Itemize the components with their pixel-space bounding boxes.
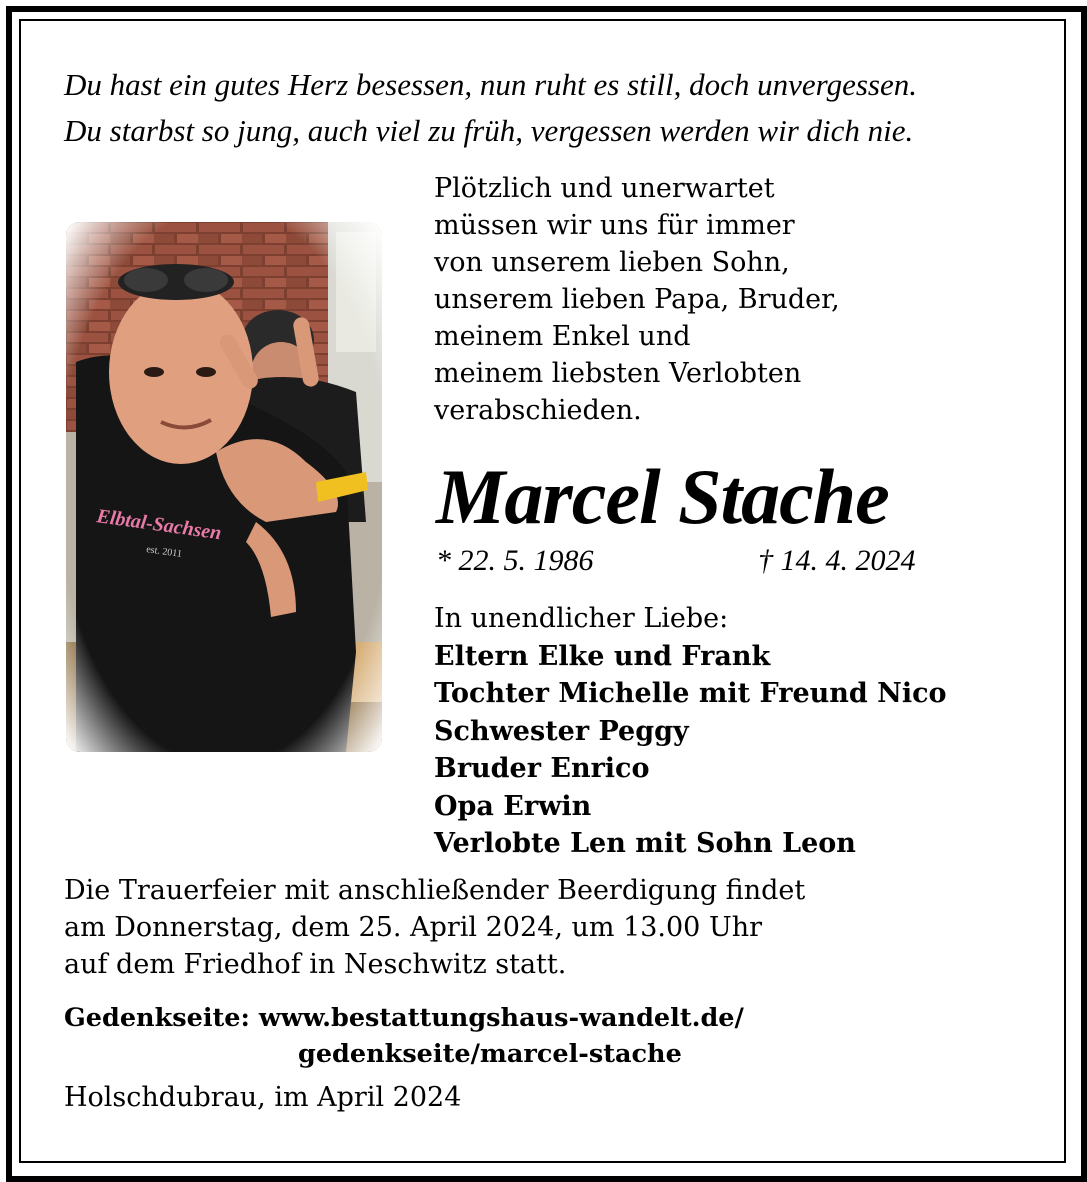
ceremony-line: am Donnerstag, dem 25. April 2024, um 13.00 Uhr [64,912,762,943]
ceremony-line: auf dem Friedhof in Neschwitz statt. [64,949,567,980]
intro-line: müssen wir uns für immer [434,210,795,241]
intro-text [434,170,840,429]
intro-line: meinem Enkel und [434,321,691,352]
mourner: Bruder Enrico [434,753,650,784]
mourners-lead: In unendlicher Liebe: [434,603,729,634]
mourner: Verlobte Len mit Sohn Leon [434,828,856,859]
ceremony-line: Die Trauerfeier mit anschließender Beerdigung findet [64,875,806,906]
mourners-list [434,600,947,863]
verse-line-2: Du starbst so jung, auch viel zu früh, vergessen werden wir dich nie. [64,113,914,148]
memorial-link-line-1[interactable]: Gedenkseite: www.bestattungshaus-wandelt.de/ [64,1003,744,1033]
place-date: Holschdubrau, im April 2024 [64,1082,462,1113]
ceremony-info [64,872,805,983]
portrait-photo [66,222,382,752]
intro-line: verabschieden. [434,395,642,426]
memorial-link-line-2[interactable]: gedenkseite/marcel-stache [298,1039,682,1069]
mourner: Eltern Elke und Frank [434,640,771,672]
intro-line: unserem lieben Papa, Bruder, [434,284,840,315]
verse-line-1: Du hast ein gutes Herz besessen, nun ruht es still, doch unvergessen. [64,67,917,102]
intro-line: Plötzlich und unerwartet [434,173,775,204]
intro-line: meinem liebsten Verlobten [434,358,802,389]
memorial-verse [64,62,1044,154]
mourner: Schwester Peggy [434,715,689,747]
mourner: Opa Erwin [434,790,592,822]
death-date: † 14. 4. 2024 [758,544,916,577]
portrait-illustration [66,222,382,752]
memorial-page-link[interactable] [64,1000,744,1072]
deceased-name: Marcel Stache [436,453,889,540]
mourner: Tochter Michelle mit Freund Nico [434,678,947,709]
birth-date: * 22. 5. 1986 [436,544,594,577]
intro-line: von unserem lieben Sohn, [434,247,790,278]
